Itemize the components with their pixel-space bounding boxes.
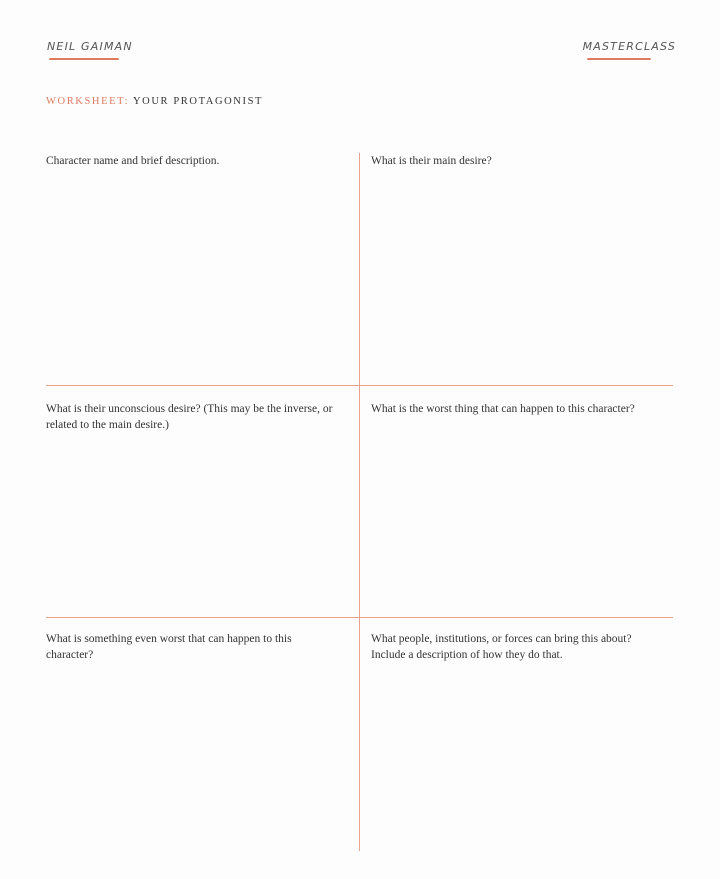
logo-underline — [49, 58, 119, 60]
masterclass-logo — [583, 40, 676, 60]
worksheet-name: YOUR PROTAGONIST — [132, 96, 264, 107]
worksheet-title — [46, 96, 263, 107]
prompt-worst-thing: What is the worst thing that can happen to this character? — [371, 403, 635, 415]
logo-underline — [587, 58, 651, 60]
neil-gaiman-logo-text: NEIL GAIMAN — [47, 40, 133, 53]
grid-horizontal-divider-2 — [46, 617, 673, 618]
prompt-antagonistic-forces: What people, institutions, or forces can bring this about? Include a description of how they do that. — [371, 633, 632, 661]
worksheet-label: WORKSHEET: — [46, 96, 130, 107]
prompt-unconscious-desire: What is their unconscious desire? (This may be the inverse, or related to the main desire.) — [46, 403, 333, 431]
prompt-main-desire: What is their main desire? — [371, 155, 492, 167]
grid-horizontal-divider-1 — [46, 385, 673, 386]
prompt-even-worse-thing: What is something even worst that can happen to this character? — [46, 633, 292, 661]
neil-gaiman-logo — [47, 40, 133, 60]
grid-vertical-divider — [359, 153, 360, 851]
masterclass-logo-text: MASTERCLASS — [582, 40, 676, 53]
prompt-character-description: Character name and brief description. — [46, 155, 220, 167]
